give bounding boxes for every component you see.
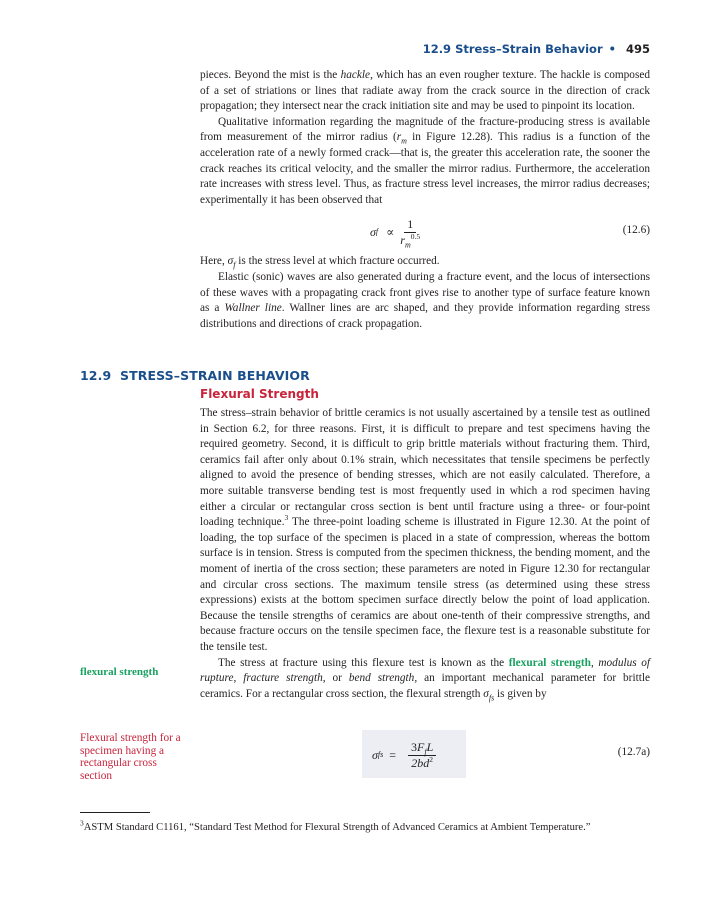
- running-header-separator: •: [608, 42, 616, 56]
- footnote: [80, 818, 650, 833]
- margin-keyword: flexural strength: [80, 666, 159, 678]
- page-number: 495: [625, 42, 650, 56]
- footnote-marker: 3: [80, 818, 84, 828]
- term-hackle: hackle: [340, 69, 371, 81]
- equation-12-6: σ f ∝ $\frac{1}{r_m^{0.5}}$ (12.6): [370, 216, 650, 250]
- equation-number: (12.6): [622, 224, 650, 237]
- paragraph-stress-strain: The stress–strain behavior of brittle ceramics is not usually ascertained by a tensile test as outlined in Section 6.2, for three reasons. First, it is difficult to prepare and test specimens having the required geometry. Second, it is difficult to grip brittle materials without fracturing them. Third, ceramics fail after only about 0.1% strain, which necessitates that tensile specimens be perfectly aligned to avoid the presence of bending stresses, which are not easily calculated. Therefore, a more suitable transverse bending test is most frequently used in which a rod specimen having either a circular or rectangular cross section is bent until fracture using a three- or four-point loading technique.$^3$ The three-point loading scheme is illustrated in Figure 12.30. At the point of loading, the top surface of the specimen is placed in a state of compression, whereas the bottom surface is in tension. Stress is computed from the specimen thickness, the bending moment, and the moment of inertia of the cross section; these parameters are noted in Figure 12.30 for rectangular and circular cross sections. The maximum tensile stress (as determined using these stress expressions) exists at the bottom specimen surface directly below the point of load application. Because the tensile strengths of ceramics are about one-tenth of their compressive strengths, and because fracture occurs on the tensile specimen face, the flexure test is a reasonable substitute for the tensile test.: [200, 407, 650, 653]
- section-title: STRESS–STRAIN BEHAVIOR: [120, 368, 310, 383]
- body-column-bottom: [200, 406, 650, 702]
- footnote-ref: 3: [284, 513, 289, 523]
- paragraph-wallner: Elastic (sonic) waves are also generated during a fracture event, and the locus of intersections of these waves with a propagating crack front gives rise to another type of surface feature known as a Wallner line. Wallner lines are arc shaped, and they provide information regarding stress distributions and directions of crack propagation.: [200, 270, 651, 330]
- section-number: 12.9: [80, 368, 112, 383]
- paragraph-hackle: pieces. Beyond the mist is the hackle, which has an even rougher texture. The hackle is composed of a set of striations or lines that radiate away from the crack source in the direction of crack propagation; they intersect near the crack initiation site and may be used to pinpoint its location.: [200, 69, 650, 113]
- equation-12-6-fraction: $\frac{1}{r_m^{0.5}}$: [400, 216, 421, 250]
- equation-12-7a: σ fs = $\frac{3F_fL}{2bd^2}$: [372, 733, 436, 777]
- running-header: [423, 42, 650, 56]
- term-wallner-line: Wallner line: [224, 302, 282, 315]
- paragraph-sigma-f: Here, $\sigma_f$ is the stress level at which fracture occurred.: [200, 255, 440, 270]
- margin-equation-note: Flexural strength for a specimen having a rectangular cross section: [80, 732, 181, 782]
- paragraph-mirror-radius: Qualitative information regarding the magnitude of the fracture-producing stress is available from measurement of the mirror radius ($r_m$ in Figure 12.28). This radius is a function of the acceleration rate of a newly formed crack—that is, the greater this acceleration rate, the sooner the crack reaches its critical velocity, and the smaller the mirror radius. Furthermore, the acceleration rate increases with stress level. Thus, as fracture stress level increases, the mirror radius decreases; experimentally it has been observed that: [200, 115, 650, 206]
- paragraph-flexural-strength: The stress at fracture using this flexure test is known as the flexural strength, modulus of rupture, fracture strength, or bend strength, an important mechanical parameter for brittle ceramics. For a rectangular cross section, the flexural strength $\sigma_{fs}$ is given by: [200, 656, 651, 702]
- body-column-top: [200, 68, 650, 332]
- equation-number-12-7a: (12.7a): [617, 746, 650, 758]
- section-heading: [80, 368, 310, 383]
- footnote-text: ASTM Standard C1161, “Standard Test Method for Flexural Strength of Advanced Ceramics at Ambient Temperature.”: [83, 822, 591, 833]
- subsection-heading: Flexural Strength: [200, 387, 319, 401]
- running-header-section: 12.9 Stress–Strain Behavior: [422, 42, 603, 56]
- keyword-flexural-strength: flexural strength: [508, 656, 591, 669]
- footnote-rule: [80, 812, 150, 813]
- equation-12-7a-fraction: $\frac{3F_fL}{2bd^2}$: [408, 740, 436, 771]
